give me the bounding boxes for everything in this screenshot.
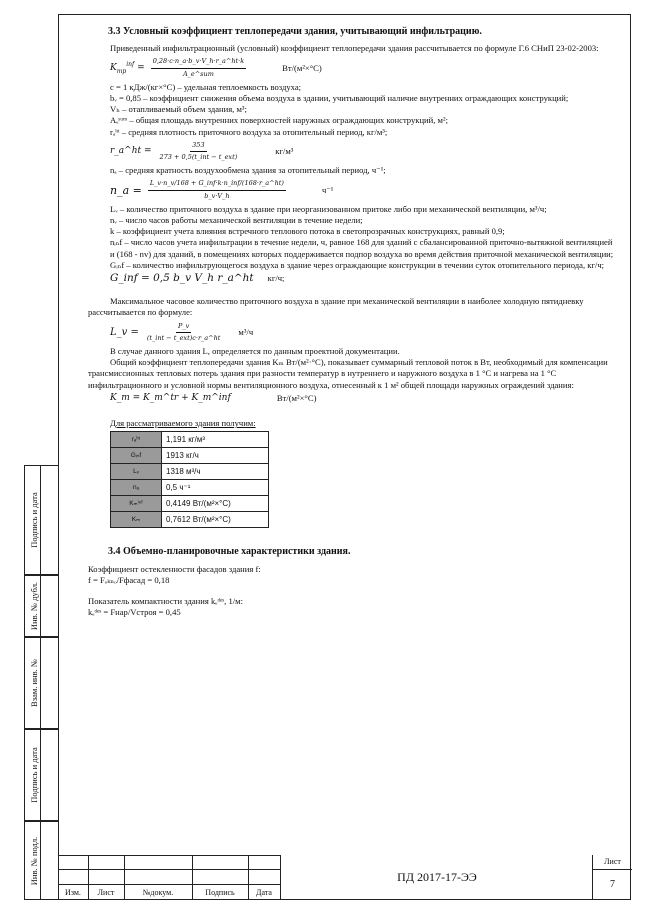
column-label: №докум.: [142, 888, 174, 897]
table-row: nₐ 0,5 ч⁻¹: [111, 480, 269, 496]
side-label: Инв. № дубл.: [28, 581, 39, 631]
unit-label: Вт/(м²×°С): [282, 62, 322, 73]
definition: nᵥ – число часов работы механической вентиляции в течение недели;: [110, 215, 363, 226]
definition: Lᵥ – количество приточного воздуха в здание при неорганизованном притоке либо при механической вентиляции, м³/ч;: [110, 203, 547, 214]
formula-lhs: $K_{тр}^{inf}$ =: [110, 60, 145, 75]
definition-na: nₐ – средняя кратность воздухообмена здания за отопительный период, ч⁻¹;: [110, 165, 386, 176]
glazing-formula: f = Fₒₖₙₒ/Fфасад = 0,18: [88, 574, 170, 585]
definition: Gᵢₙf – количество инфильтрующегося воздуха в здание через ограждающие конструкции в течении суток отопительного периода, кг/ч;: [110, 259, 605, 270]
column-label: Подпись: [205, 888, 235, 897]
side-stamp-strip: [24, 465, 58, 900]
side-cell-replace-inv: [24, 637, 58, 729]
definition: Aₑˢᵘᵐ – общая площадь внутренних поверхностей наружных ограждающих конструкций, м²;: [110, 115, 448, 126]
side-cell-signature-date-1: [24, 465, 58, 575]
side-label: Инв. № подл.: [28, 836, 39, 885]
table-row: Kₘ 0,7612 Вт/(м²×°С): [111, 512, 269, 528]
definition: nᵢₙf – число часов учета инфильтрации в течение недели, ч, равное 168 для зданий с сбалансированной приточно-вытяжной вентиляцией и (168 - nv) для зданий, в помещениях которых поддерживается подпор воздуха во время действия приточной механической вентиляции;: [110, 237, 614, 259]
formula-density: r_a^ht = 353 273 + 0,5(t_int − t_ext) кг/м³: [110, 140, 294, 162]
definition: c = 1 кДж/(кг×°С) – удельная теплоемкость воздуха;: [110, 81, 302, 92]
section-3-3-title: 3.3 Условный коэффициент теплопередачи здания, учитывающий инфильтрацию.: [108, 26, 482, 37]
definition: bᵥ = 0,85 – коэффициент снижения объема воздуха в здании, учитывающий наличие внутренних ограждающих конструкций;: [110, 93, 569, 104]
column-label: Дата: [256, 888, 272, 897]
results-table: [110, 431, 269, 528]
title-block: [58, 855, 631, 900]
side-cell-dup-inv: [24, 575, 58, 637]
table-row: rₐʰᵗ 1,191 кг/м³: [111, 432, 269, 448]
column-label: Лист: [97, 888, 115, 897]
formula-k-inf: [110, 56, 618, 79]
max-flow-paragraph: Максимальное часовое количество приточного воздуха в здание при механической вентиляции в наиболее холодную пятидневку рассчитывается по формуле:: [88, 296, 584, 318]
glazing-label: Коэффициент остекленности фасадов здания f:: [88, 563, 261, 574]
general-coefficient-paragraph: Общий коэффициент теплопередачи здания Kₘ Вт/(м²·°С), показывает суммарный тепловой поток в Вт, необходимый для компенсации трансмиссионных тепловых потерь здания при разности температур в нутреннего и наружного воздуха в 1 °С и нагрева на 1 °С инфильтрационного и условной нормы вентиляционного воздуха, отнесенный к 1 м² общей площади наружных ограждений здания:: [88, 357, 608, 390]
document-code: ПД 2017-17-ЭЭ: [280, 855, 593, 900]
formula-g-inf: G_inf = 0,5 b_v V_h r_a^ht кг/ч;: [110, 272, 285, 285]
side-cell-original-inv: [24, 821, 58, 900]
section-3-4-title: 3.4 Объемно-планировочные характеристики здания.: [108, 546, 351, 558]
case-paragraph: В случае данного здания L, определяется по данным проектной документации.: [110, 346, 400, 357]
column-label: Изм.: [65, 888, 81, 897]
definition: k – коэффициент учета влияния встречного теплового потока в светопрозрачных конструкциях, равный 0,9;: [110, 226, 505, 237]
sheet-number: 7: [610, 879, 615, 890]
compactness-label: Показатель компактности здания kₑᵈᵉˢ, 1/м:: [88, 595, 243, 606]
formula-lv: L_v = P_v (t_int − t_ext)c·r_a^ht м³/ч: [110, 321, 254, 342]
side-label: Подпись и дата: [28, 492, 39, 548]
sheet-label: Лист: [593, 855, 632, 870]
table-row: Kₘⁱⁿᶠ 0,4149 Вт/(м²×°С): [111, 496, 269, 512]
intro-paragraph: Приведенный инфильтрационный (условный) коэффициент теплопередачи здания рассчитывается по формуле Г.6 СНиП 23-02-2003:: [110, 43, 599, 54]
compactness-formula: kₑᵈᵉˢ = Fнар/Vстроя = 0,45: [88, 607, 181, 618]
side-label: Взам. инв. №: [28, 659, 39, 707]
formula-na: n_a = L_v·n_v/168 + G_inf·k·n_inf/(168·r_a^ht) b_v·V_h ч⁻¹: [110, 179, 334, 200]
fraction: 0,28·c·n_a·b_v·V_h·r_a^ht·k A_e^sum: [152, 57, 245, 78]
side-cell-signature-date-2: [24, 729, 58, 821]
document-body: [88, 26, 618, 618]
side-label: Подпись и дата: [28, 747, 39, 803]
definition: rₐʰᵗ – средняя плотность приточного воздуха за отопительный период, кг/м³;: [110, 126, 388, 137]
formula-km: K_m = K_m^tr + K_m^inf Вт/(м²×°С): [110, 392, 317, 403]
sheet-cell: [592, 855, 632, 900]
for-building-label: Для рассматриваемого здания получим:: [110, 418, 256, 429]
definition: Vₕ – отапливаемый объем здания, м³;: [110, 104, 247, 115]
table-row: Gᵢₙf 1913 кг/ч: [111, 448, 269, 464]
table-row: Lᵥ 1318 м³/ч: [111, 464, 269, 480]
revision-grid: [58, 855, 280, 900]
